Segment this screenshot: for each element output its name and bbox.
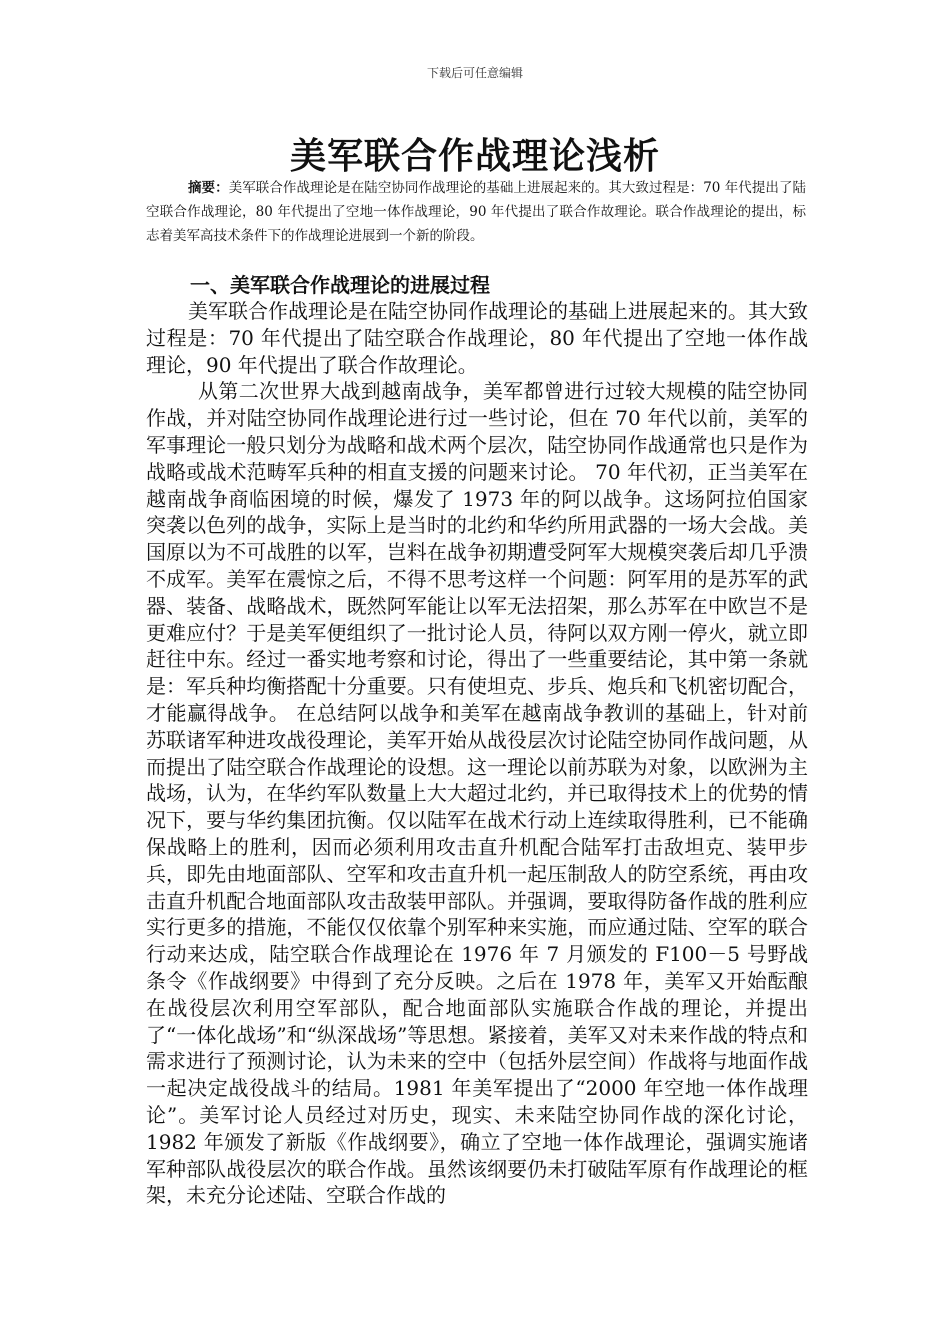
body-paragraph: 美军联合作战理论是在陆空协同作战理论的基础上进展起来的。其大致过程是：70 年代提出了陆空联合作战理论，80 年代提出了空地一体作战理论，90 年代提出了联合作故理论。 <box>146 299 808 377</box>
body-paragraph: 从第二次世界大战到越南战争，美军都曾进行过较大规模的陆空协同作战，并对陆空协同作战理论进行过一些讨论，但在 70 年代以前，美军的军事理论一般只划分为战略和战术两个层次，陆空协同作战通常也只是作为战略或战术范畴军兵种的相直支援的问题来讨论。 70 年代初，正当美军在越南战争商临困境的时候，爆发了 1973 年的阿以战争。这场阿拉伯国家突袭以色列的战争，实际上是当时的北约和华约所用武器的一场大会战。美国原以为不可战胜的以军，岂料在战争初期遭受阿军大规模突袭后却几乎溃不成军。美军在震惊之后，不得不思考这样一个问题：阿军用的是苏军的武器、装备、战略战术，既然阿军能让以军无法招架，那么苏军在中欧岂不是更难应付？于是美军便组织了一批讨论人员，待阿以双方刚一停火，就立即赶往中东。经过一番实地考察和讨论，得出了一些重要结论，其中第一条就是：军兵种均衡搭配十分重要。只有使坦克、步兵、炮兵和飞机密切配合，才能赢得战争。 在总结阿以战争和美军在越南战争教训的基础上，针对前苏联诸军种进攻战役理论，美军开始从战役层次讨论陆空协同作战问题，从而提出了陆空联合作战理论的设想。这一理论以前苏联为对象，以欧洲为主战场，认为，在华约军队数量上大大超过北约，并已取得技术上的优势的情况下，要与华约集团抗衡。仅以陆军在战术行动上连续取得胜利，已不能确保战略上的胜利，因而必须利用攻击直升机配合陆军打击敌坦克、装甲步兵，即先由地面部队、空军和攻击直升机一起压制敌人的防空系统，再由攻击直升机配合地面部队攻击敌装甲部队。并强调，要取得防备作战的胜利应实行更多的措施，不能仅仅依靠个别军种来实施，而应通过陆、空军的联合行动来达成，陆空联合作战理论在 1976 年 7 月颁发的 F100－5 号野战条令《作战纲要》中得到了充分反映。之后在 1978 年，美军又开始酝酿在战役层次利用空军部队，配合地面部队实施联合作战的理论，并提出了“一体化战场”和“纵深战场”等思想。紧接着，美军又对未来作战的特点和需求进行了预测讨论，认为未来的空中（包括外层空间）作战将与地面作战一起决定战役战斗的结局。1981 年美军提出了“2000 年空地一体作战理论”。美军讨论人员经过对历史，现实、未来陆空协同作战的深化讨论， 1982 年颁发了新版《作战纲要》，确立了空地一体作战理论，强调实施诸军种部队战役层次的联合作战。虽然该纲要仍未打破陆军原有作战理论的框架，未充分论述陆、空联合作战的 <box>146 379 808 1208</box>
section-heading: 一、美军联合作战理论的进展过程 <box>190 273 490 297</box>
document-title: 美军联合作战理论浅析 <box>289 136 660 177</box>
abstract-label: 摘要： <box>188 180 229 196</box>
abstract-text: 美军联合作战理论是在陆空协同作战理论的基础上进展起来的。其大致过程是：70 年代提出了陆空联合作战理论，80 年代提出了空地一体作战理论，90 年代提出了联合作故理论。联合作战理论的提出，标志着美军高技术条件下的作战理论进展到一个新的阶段。 <box>146 180 807 244</box>
abstract <box>146 176 806 248</box>
header-note: 下载后可任意编辑 <box>426 66 523 80</box>
section-body <box>146 298 808 1209</box>
